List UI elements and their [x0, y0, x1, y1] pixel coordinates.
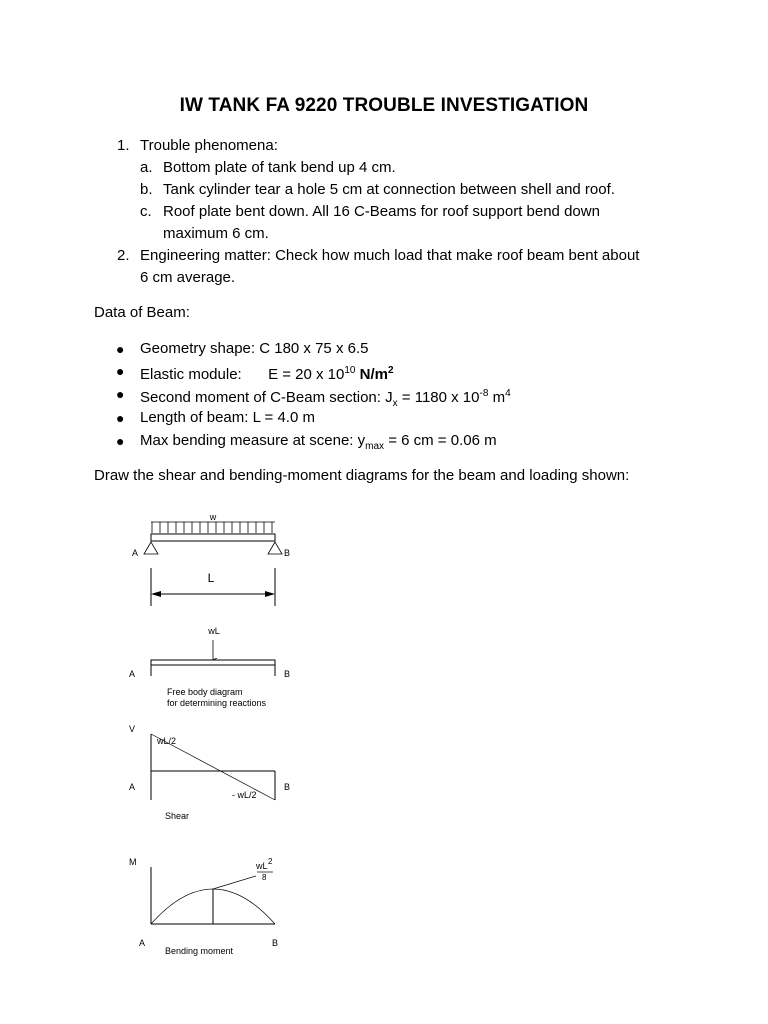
shear-positive-label: wL/2	[157, 736, 177, 746]
bullet-length-of-beam: Length of beam: L = 4.0 m	[140, 409, 315, 426]
max-moment-numerator: wL	[256, 861, 268, 871]
list-item-trouble-phenomena: Trouble phenomena:	[140, 137, 278, 154]
list-number-2: 2.	[117, 247, 130, 264]
instruction-text: Draw the shear and bending-moment diagrams for the beam and loading shown:	[94, 467, 630, 484]
shear-diagram	[129, 724, 290, 821]
max-bending-value: = 6 cm = 0.06 m	[384, 432, 497, 449]
max-moment-exponent: 2	[268, 857, 273, 866]
shear-caption: Shear	[165, 811, 190, 821]
list-label-a: a.	[140, 159, 153, 176]
fbd-a-label: A	[129, 669, 136, 679]
list-number-1: 1.	[117, 137, 130, 154]
elastic-equation: E = 20 x 10	[268, 366, 345, 383]
shear-a-label: A	[129, 782, 136, 792]
length-label: L	[207, 571, 215, 585]
bullet-dot: ●	[116, 363, 125, 379]
moment-b-label: B	[272, 938, 279, 948]
second-moment-exponent: -8	[479, 388, 489, 399]
shear-negative-label: - wL/2	[232, 790, 257, 800]
document-title: IW TANK FA 9220 TROUBLE INVESTIGATION	[179, 95, 589, 116]
free-body-diagram	[129, 626, 290, 708]
resultant-load-label: wL	[208, 626, 220, 636]
list-item-cylinder-tear: Tank cylinder tear a hole 5 cm at connection between shell and roof.	[163, 181, 615, 198]
beam	[151, 534, 275, 541]
fbd-beam	[151, 660, 275, 665]
second-moment-unit: m	[488, 389, 506, 406]
elastic-label: Elastic module:	[140, 366, 242, 383]
moment-caption: Bending moment	[165, 946, 234, 956]
list-label-c: c.	[140, 203, 152, 220]
data-heading: Data of Beam:	[94, 304, 190, 321]
second-moment-subscript: x	[392, 398, 398, 409]
moment-a-label: A	[139, 938, 146, 948]
max-moment-denominator: 8	[262, 873, 267, 882]
pin-support-a	[144, 542, 158, 554]
bullet-dot: ●	[116, 341, 125, 357]
elastic-unit: N/m	[355, 366, 389, 383]
list-item-engineering-matter: Engineering matter: Check how much load that make roof beam bent about	[140, 247, 640, 264]
bullet-dot: ●	[116, 433, 125, 449]
fbd-caption-line2: for determining reactions	[167, 698, 267, 708]
fbd-caption-line1: Free body diagram	[167, 687, 243, 697]
second-moment-unit-exponent: 4	[505, 388, 511, 399]
shear-axis-label: V	[129, 724, 136, 734]
list-label-b: b.	[140, 181, 153, 198]
support-a-label: A	[132, 548, 139, 558]
list-item-bottom-plate: Bottom plate of tank bend up 4 cm.	[163, 159, 396, 176]
list-item-roof-plate-cont: maximum 6 cm.	[163, 225, 269, 242]
fbd-b-label: B	[284, 669, 291, 679]
second-moment-label: Second moment of C-Beam section: J	[140, 389, 393, 406]
max-bending-label: Max bending measure at scene: y	[140, 432, 366, 449]
elastic-exponent: 10	[344, 365, 356, 376]
bending-moment-diagram	[129, 857, 278, 956]
shear-b-label: B	[284, 782, 291, 792]
distributed-load-arrows	[151, 522, 275, 533]
support-b-label: B	[284, 548, 291, 558]
list-item-roof-plate: Roof plate bent down. All 16 C-Beams for roof support bend down	[163, 203, 600, 220]
pin-support-b	[268, 542, 282, 554]
list-item-engineering-matter-cont: 6 cm average.	[140, 269, 236, 286]
bullet-geometry-shape: Geometry shape: C 180 x 75 x 6.5	[140, 340, 369, 357]
max-bending-subscript: max	[365, 441, 385, 452]
bullet-dot: ●	[116, 386, 125, 402]
bullet-dot: ●	[116, 410, 125, 426]
second-moment-value: = 1180 x 10	[397, 389, 480, 406]
moment-axis-label: M	[129, 857, 137, 867]
loaded-beam-diagram	[132, 512, 290, 606]
distributed-load-label: w	[209, 512, 217, 522]
elastic-unit-exponent: 2	[388, 365, 394, 376]
